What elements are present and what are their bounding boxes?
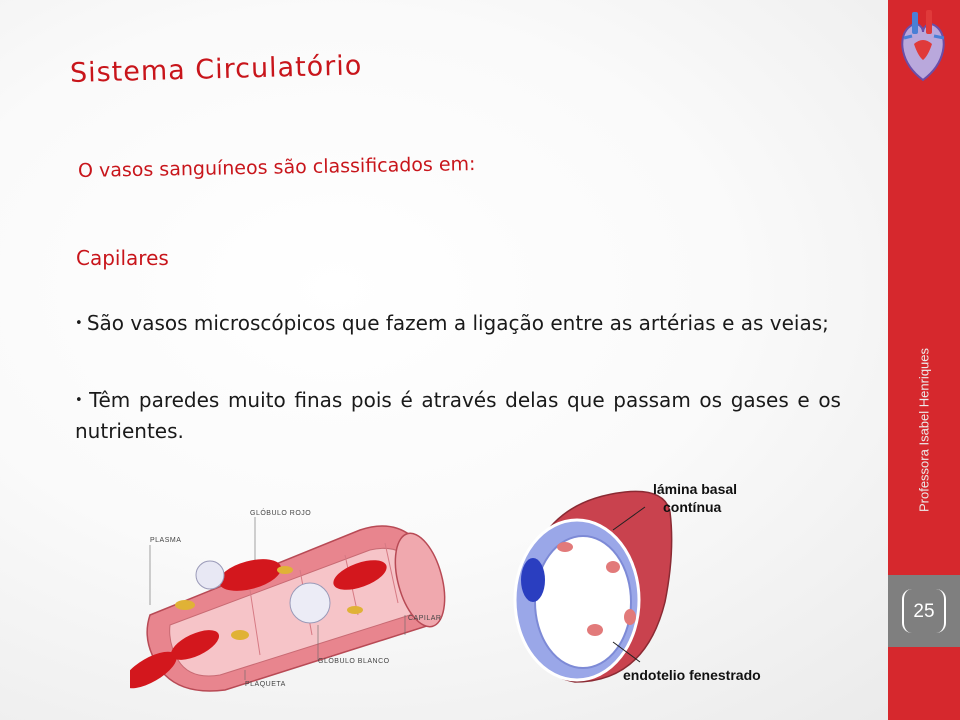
capillary-cutaway-illustration (130, 495, 465, 695)
label-capillary: CAPILAR (408, 615, 442, 622)
label-basal-lamina: lámina basal (653, 481, 738, 497)
label-red-cell: GLÓBULO ROJO (250, 510, 312, 517)
label-plasma: PLASMA (150, 537, 182, 544)
page-number-box (888, 575, 960, 647)
page-number: 25 (913, 601, 935, 622)
capillary-cross-section-illustration (495, 472, 795, 692)
label-white-cell: GLÓBULO BLANCO (318, 658, 390, 665)
bullet-list (75, 308, 841, 492)
bullet-item: • Têm paredes muito finas pois é através delas que passam os gases e os nutrientes. (75, 385, 841, 446)
bullet-item: • São vasos microscópicos que fazem a ligação entre as artérias e as veias; (75, 308, 841, 339)
intro-text: O vasos sanguíneos são classificados em: (77, 153, 476, 182)
slide-title: Sistema Circulatório (69, 50, 363, 89)
heart-anatomy-icon (892, 8, 954, 84)
author-credit: Professora Isabel Henriques (916, 347, 932, 513)
label-endothelium: endotelio fenestrado (623, 667, 761, 683)
label-basal-lamina-cont: contínua (663, 499, 722, 515)
label-platelet: PLAQUETA (245, 681, 286, 688)
subheading: Capilares (76, 246, 169, 270)
